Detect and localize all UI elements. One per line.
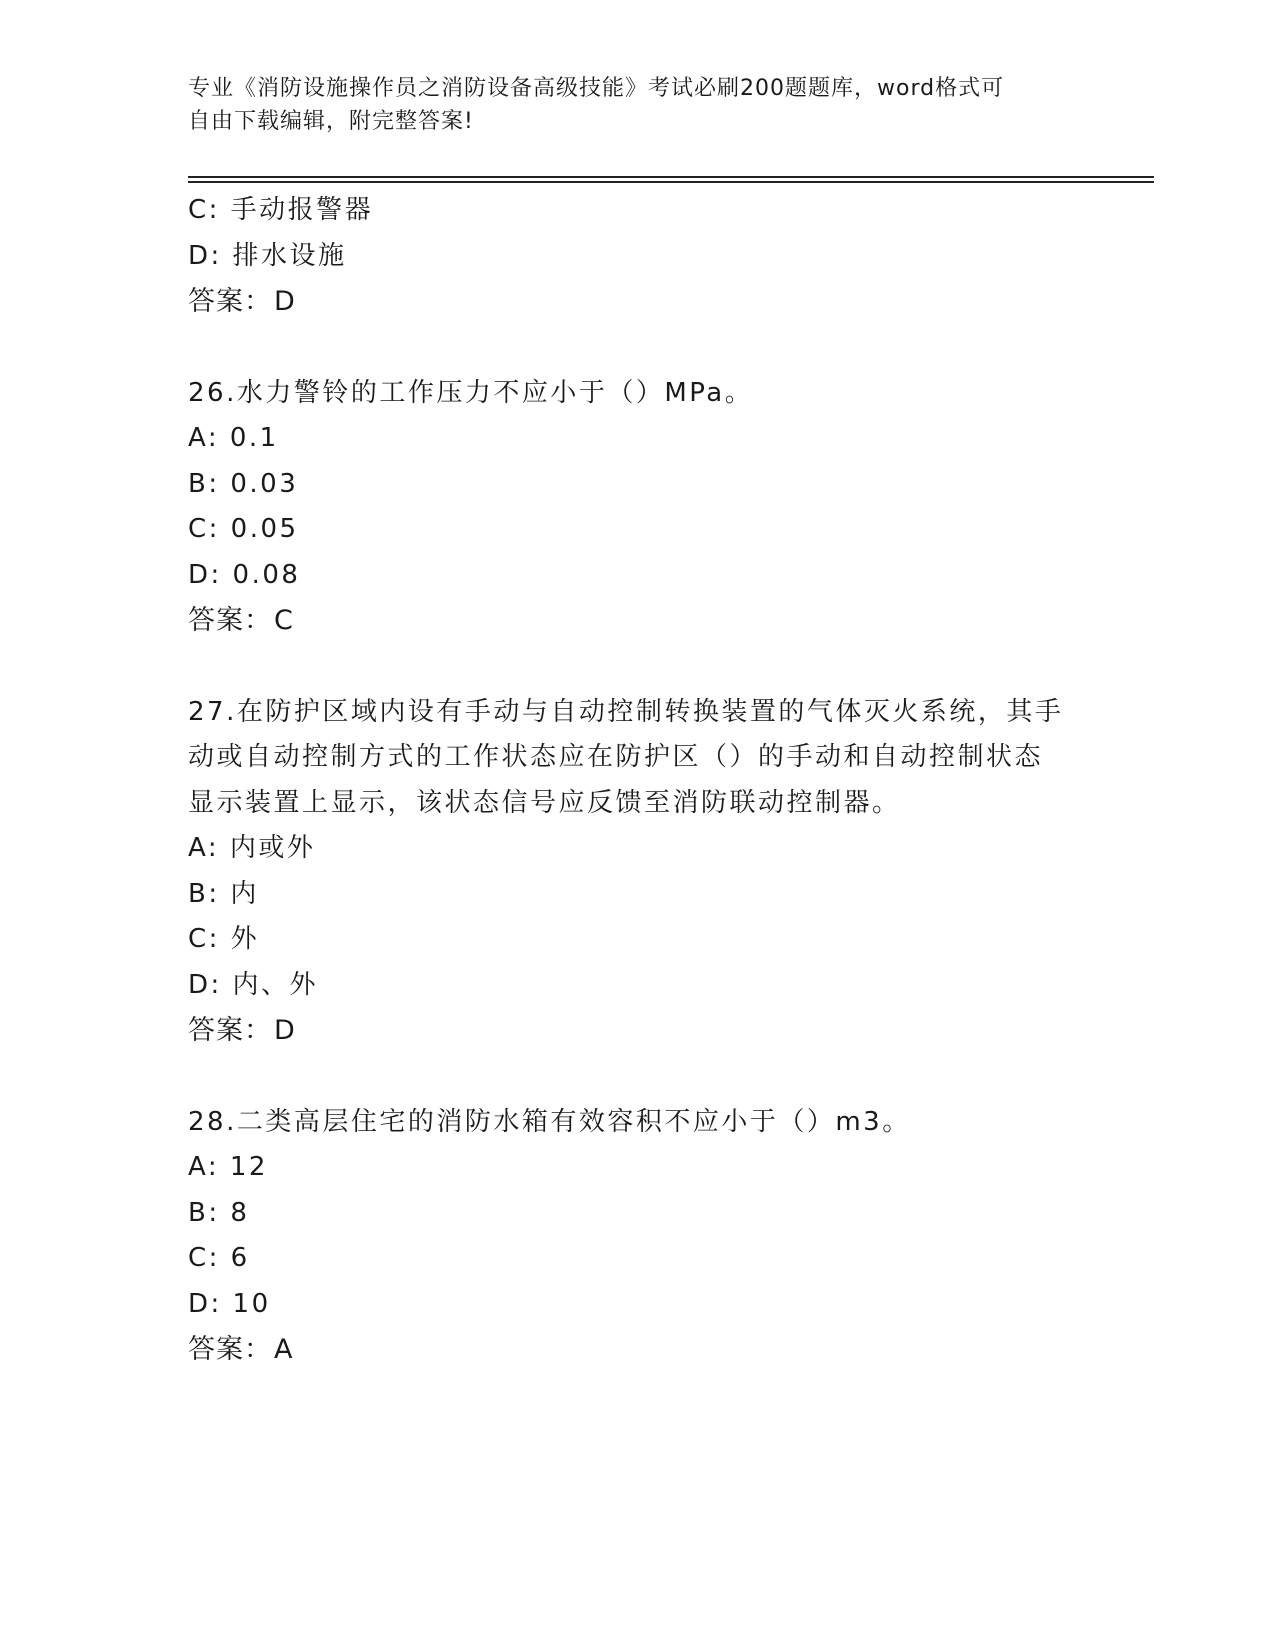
question-stem: 26.水力警铃的工作压力不应小于（）MPa。 (188, 377, 754, 408)
header-line-1: 专业《消防设施操作员之消防设备高级技能》考试必刷200题题库，word格式可 (188, 76, 1005, 101)
answer-label: 答案： (188, 1015, 272, 1046)
header-divider-bottom (188, 181, 1154, 183)
option-d: D: 内、外 (188, 969, 319, 1000)
question-continued (188, 188, 1088, 325)
answer-value: D (274, 1015, 296, 1046)
answer-label: 答案： (188, 286, 272, 317)
spacer (188, 644, 1088, 690)
answer-line (188, 279, 1088, 325)
question-stem: 28.二类高层住宅的消防水箱有效容积不应小于（）m3。 (188, 1106, 911, 1137)
option-c: C: 手动报警器 (188, 195, 374, 225)
option-b: B: 0.03 (188, 468, 299, 499)
question-28 (188, 1100, 1088, 1373)
spacer (188, 325, 1088, 371)
question-list (188, 188, 1088, 1373)
document-header (188, 72, 1088, 138)
option-c: C: 0.05 (188, 514, 299, 544)
header-divider-top (188, 176, 1154, 178)
option-a: A: 0.1 (188, 423, 279, 453)
answer-label: 答案： (188, 1334, 272, 1365)
option-d: D: 10 (188, 1288, 271, 1319)
question-stem-line-1: 27.在防护区域内设有手动与自动控制转换装置的气体灭火系统，其手 (188, 696, 1064, 727)
header-line-2: 自由下载编辑，附完整答案! (188, 109, 474, 134)
option-b: B: 内 (188, 878, 259, 909)
answer-line (188, 1327, 1088, 1373)
question-stem-line-3: 显示装置上显示，该状态信号应反馈至消防联动控制器。 (188, 787, 901, 818)
spacer (188, 1054, 1088, 1100)
answer-line (188, 1008, 1088, 1054)
option-b: B: 8 (188, 1197, 250, 1228)
answer-value: C (274, 605, 294, 636)
answer-value: D (274, 286, 296, 317)
option-d: D: 排水设施 (188, 240, 347, 271)
answer-line (188, 598, 1088, 644)
answer-value: A (274, 1334, 294, 1365)
question-stem-line-2: 动或自动控制方式的工作状态应在防护区（）的手动和自动控制状态 (188, 742, 1044, 772)
option-a: A: 内或外 (188, 833, 316, 863)
option-a: A: 12 (188, 1152, 268, 1182)
option-d: D: 0.08 (188, 559, 301, 590)
option-c: C: 6 (188, 1243, 250, 1273)
option-c: C: 外 (188, 924, 260, 954)
question-26 (188, 371, 1088, 644)
question-27 (188, 690, 1088, 1054)
answer-label: 答案： (188, 605, 272, 636)
